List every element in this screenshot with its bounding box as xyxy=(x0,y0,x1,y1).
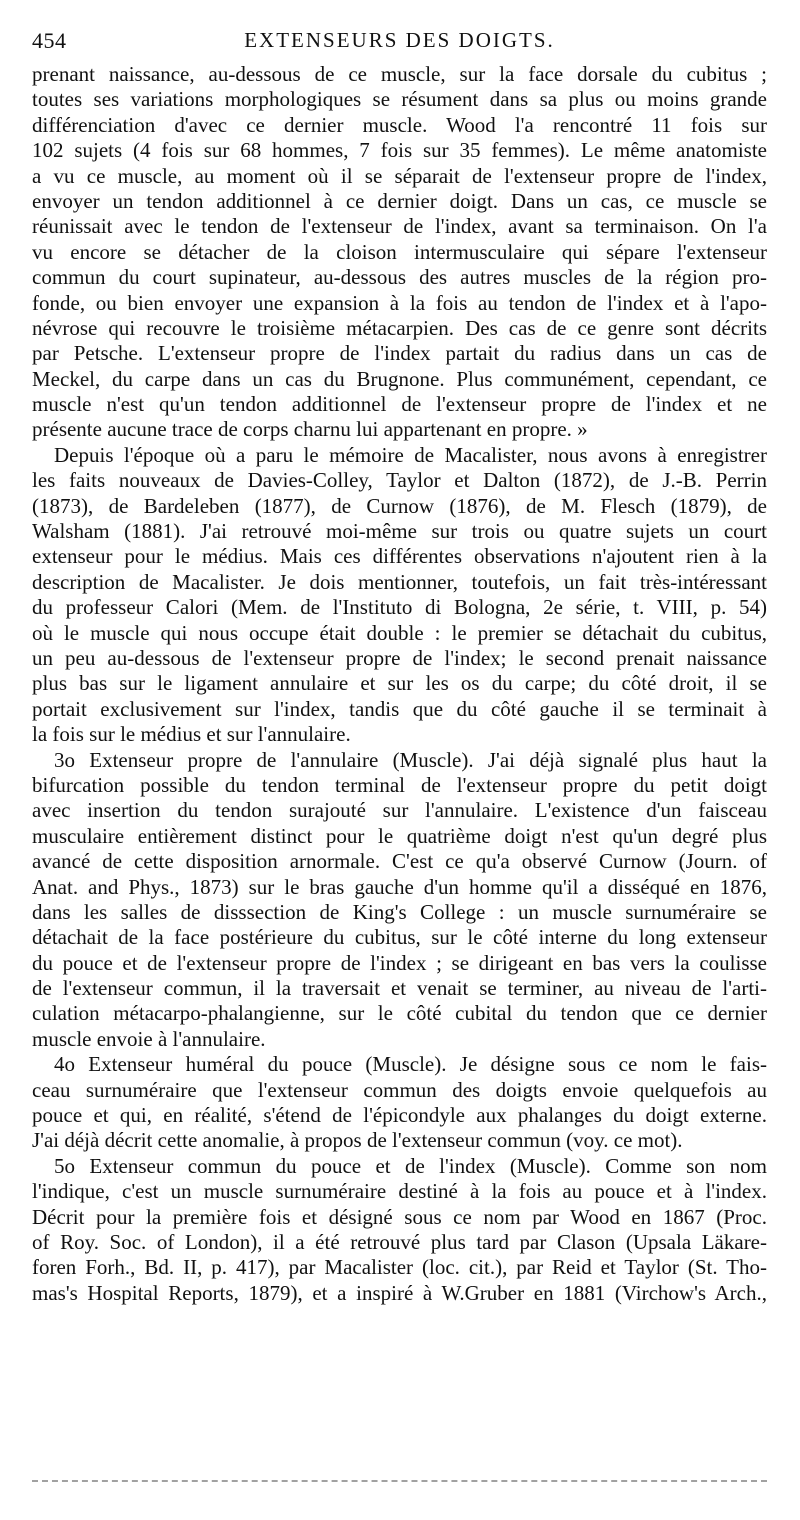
text-line: vu encore se détacher de la cloison intermusculaire qui sépare l'extenseur xyxy=(32,239,767,264)
text-line: détachait de la face postérieure du cubitus, sur le côté interne du long extenseur xyxy=(32,925,767,950)
text-line: névrose qui recouvre le troisième métacarpien. Des cas de ce genre sont décrits xyxy=(32,315,767,340)
text-line: Depuis l'époque où a paru le mémoire de Macalister, nous avons à enregistrer xyxy=(54,442,767,467)
text-line: Walsham (1881). J'ai retrouvé moi-même sur trois ou quatre sujets un court xyxy=(32,519,767,544)
text-line: envoyer un tendon additionnel à ce dernier doigt. Dans un cas, ce muscle se xyxy=(32,188,767,213)
text-line: extenseur pour le médius. Mais ces différentes observations n'ajoutent rien à la xyxy=(32,544,767,569)
text-line: 102 sujets (4 fois sur 68 hommes, 7 fois sur 35 femmes). Le même anatomiste xyxy=(32,138,767,163)
text-line: 4o Extenseur huméral du pouce (Muscle). Je désigne sous ce nom le fais- xyxy=(54,1052,767,1077)
text-line: Meckel, du carpe dans un cas du Brugnone. Plus communément, cependant, ce xyxy=(32,366,767,391)
text-line: ceau surnuméraire que l'extenseur commun des doigts envoie quelquefois au xyxy=(32,1077,767,1102)
text-line: culation métacarpo-phalangienne, sur le côté cubital du tendon que ce dernier xyxy=(32,1001,767,1026)
text-line: fonde, ou bien envoyer une expansion à la fois au tendon de l'index et à l'apo- xyxy=(32,290,767,315)
text-line: muscle envoie à l'annulaire. xyxy=(32,1026,266,1051)
page-number: 454 xyxy=(32,28,67,53)
text-line: pouce et qui, en réalité, s'étend de l'épicondyle aux phalanges du doigt externe. xyxy=(32,1103,767,1128)
text-line: avancé de cette disposition arnormale. C'est ce qu'a observé Curnow (Journ. of xyxy=(32,849,767,874)
text-line: J'ai déjà décrit cette anomalie, à propos de l'extenseur commun (voy. ce mot). xyxy=(32,1128,683,1153)
text-line: de l'extenseur commun, il la traversait et venait se terminer, au niveau de l'arti- xyxy=(32,976,767,1001)
text-line: (1873), de Bardeleben (1877), de Curnow (1876), de M. Flesch (1879), de xyxy=(32,493,767,518)
text-line: du professeur Calori (Mem. de l'Instituto di Bologna, 2e série, t. VIII, p. 54) xyxy=(32,595,767,620)
text-line: mas's Hospital Reports, 1879), et a inspiré à W.Gruber en 1881 (Virchow's Arch., xyxy=(32,1280,767,1305)
text-line: description de Macalister. Je dois mentionner, toutefois, un fait très-intéressant xyxy=(32,569,767,594)
text-line: bifurcation possible du tendon terminal de l'extenseur propre du petit doigt xyxy=(32,772,767,797)
text-line: Anat. and Phys., 1873) sur le bras gauche d'un homme qu'il a disséqué en 1876, xyxy=(32,874,767,899)
text-line: portait exclusivement sur l'index, tandis que du côté gauche il se terminait à xyxy=(32,696,767,721)
text-line: par Petsche. L'extenseur propre de l'index partait du radius dans un cas de xyxy=(32,341,767,366)
text-line: l'indique, c'est un muscle surnuméraire destiné à la fois au pouce et à l'index. xyxy=(32,1179,767,1204)
text-line: muscle n'est qu'un tendon additionnel de l'extenseur propre de l'index et ne xyxy=(32,392,767,417)
text-line: les faits nouveaux de Davies-Colley, Taylor et Dalton (1872), de J.-B. Perrin xyxy=(32,468,767,493)
page-body xyxy=(32,62,767,1306)
text-line: 3o Extenseur propre de l'annulaire (Muscle). J'ai déjà signalé plus haut la xyxy=(54,747,767,772)
text-line: Décrit pour la première fois et désigné sous ce nom par Wood en 1867 (Proc. xyxy=(32,1204,767,1229)
text-line: commun du court supinateur, au-dessous des autres muscles de la région pro- xyxy=(32,265,767,290)
text-line: of Roy. Soc. of London), il a été retrouvé plus tard par Clason (Upsala Läkare- xyxy=(32,1229,767,1254)
page-header xyxy=(32,28,767,58)
text-line: du pouce et de l'extenseur propre de l'index ; se dirigeant en bas vers la coulisse xyxy=(32,950,767,975)
text-line: la fois sur le médius et sur l'annulaire. xyxy=(32,722,351,747)
text-line: toutes ses variations morphologiques se résument dans sa plus ou moins grande xyxy=(32,87,767,112)
text-line: présente aucune trace de corps charnu lui appartenant en propre. » xyxy=(32,417,588,442)
text-line: 5o Extenseur commun du pouce et de l'index (Muscle). Comme son nom xyxy=(54,1153,767,1178)
text-line: foren Forh., Bd. II, p. 417), par Macalister (loc. cit.), par Reid et Taylor (St. Tho- xyxy=(32,1255,767,1280)
text-line: a vu ce muscle, au moment où il se séparait de l'extenseur propre de l'index, xyxy=(32,163,767,188)
text-line: prenant naissance, au-dessous de ce muscle, sur la face dorsale du cubitus ; xyxy=(32,62,767,86)
running-title: EXTENSEURS DES DOIGTS. xyxy=(244,28,555,52)
footer-rule xyxy=(32,1480,767,1482)
text-line: plus bas sur le ligament annulaire et sur les os du carpe; du côté droit, il se xyxy=(32,671,767,696)
text-line: musculaire entièrement distinct pour le quatrième doigt n'est qu'un degré plus xyxy=(32,823,767,848)
text-line: différenciation d'avec ce dernier muscle. Wood l'a rencontré 11 fois sur xyxy=(32,112,767,137)
text-line: où le muscle qui nous occupe était double : le premier se détachait du cubitus, xyxy=(32,620,767,645)
text-line: un peu au-dessous de l'extenseur propre de l'index; le second prenait naissance xyxy=(32,645,767,670)
text-line: réunissait avec le tendon de l'extenseur de l'index, avant sa terminaison. On l'a xyxy=(32,214,767,239)
text-line: avec insertion du tendon surajouté sur l'annulaire. L'existence d'un faisceau xyxy=(32,798,767,823)
text-line: dans les salles de disssection de King's College : un muscle surnuméraire se xyxy=(32,899,767,924)
